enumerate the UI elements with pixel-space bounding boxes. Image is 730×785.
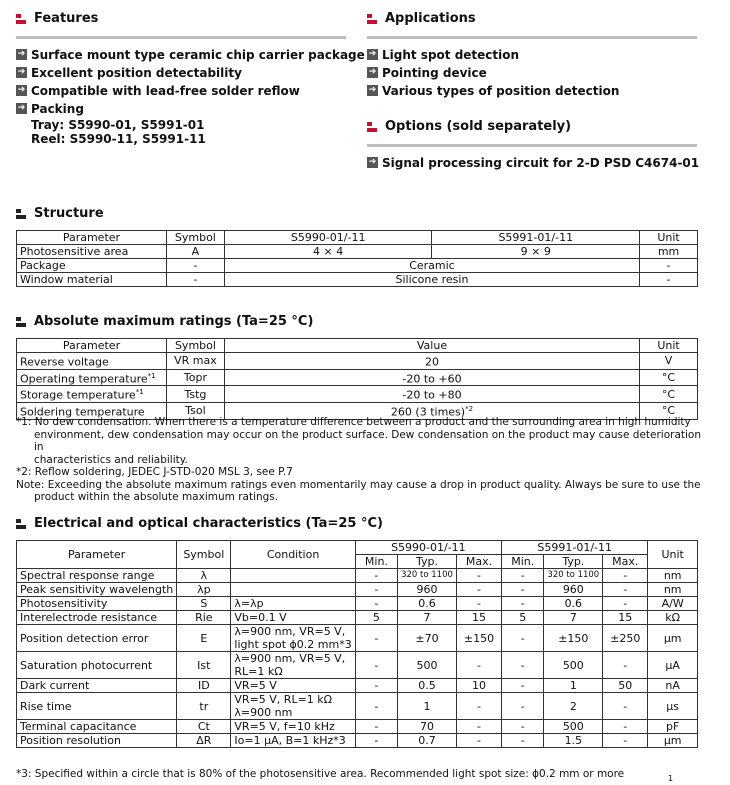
table-row: Rise time tr VR=5 V, RL=1 kΩ λ=900 nm - 1 - - 2 - µs [17, 693, 698, 720]
table-row: Peak sensitivity wavelength λp - 960 - - 960 - nm [17, 583, 698, 597]
applications-list [367, 46, 619, 100]
table-row: Spectral response range λ - 320 to 1100 - - 320 to 1100 - nm [17, 569, 698, 583]
condition-cell: Vb=0.1 V [231, 611, 355, 625]
eo-table [16, 540, 698, 748]
arrow-icon: ➔ [17, 103, 26, 113]
structure-title: Structure [16, 206, 104, 221]
table-row: Reverse voltage VR max 20 V [17, 353, 698, 370]
table-row: Position resolution ΔR Io=1 µA, B=1 kHz*3 - 0.7 - - 1.5 - µm [17, 734, 698, 748]
table-row: Soldering temperature Tsol 260 (3 times)$^{*2}$ °C [17, 402, 698, 419]
table-row: Package - Ceramic - [17, 259, 698, 273]
condition-cell [231, 583, 355, 597]
eo-title: Electrical and optical characteristics (Ta=25 °C) [16, 516, 383, 531]
feature-item: ➔ Compatible with lead-free solder reflow [17, 84, 300, 98]
application-item: ➔ Pointing device [368, 66, 487, 80]
arrow-icon: ➔ [368, 67, 377, 77]
application-item: ➔ Various types of position detection [368, 84, 620, 98]
condition-cell: λ=900 nm, VR=5 V, RL=1 kΩ [231, 652, 355, 679]
condition-cell [231, 569, 355, 583]
arrow-icon: ➔ [17, 49, 26, 59]
condition-cell: VR=5 V, f=10 kHz [231, 720, 355, 734]
feature-item: ➔ Excellent position detectability [17, 66, 242, 80]
options-rule [367, 144, 697, 147]
condition-cell: Io=1 µA, B=1 kHz*3 [231, 734, 355, 748]
condition-cell: λ=900 nm, VR=5 V, light spot ϕ0.2 mm*3 [231, 625, 355, 652]
applications-title: Applications [367, 11, 476, 26]
table-row: Photosensitive area A 4 × 4 9 × 9 mm [17, 245, 698, 259]
section-marker-icon [16, 519, 28, 529]
section-marker-icon [16, 317, 28, 327]
table-row: Window material - Silicone resin - [17, 273, 698, 287]
table-row: Position detection error E λ=900 nm, VR=5 V, light spot ϕ0.2 mm*3 - ±70 ±150 - ±150 ±250 µm [17, 625, 698, 652]
condition-cell: VR=5 V, RL=1 kΩ λ=900 nm [231, 693, 355, 720]
features-list [16, 46, 365, 146]
table-header-row: Parameter Symbol Condition S5990-01/-11 S5991-01/-11 Unit [17, 541, 698, 555]
arrow-icon: ➔ [17, 67, 26, 77]
section-marker-icon [16, 14, 28, 24]
table-row: Interelectrode resistance Rie Vb=0.1 V 5 7 15 5 7 15 kΩ [17, 611, 698, 625]
options-title: Options (sold separately) [367, 119, 571, 134]
condition-cell: λ=λp [231, 597, 355, 611]
option-item: ➔ Signal processing circuit for 2-D PSD C4674-01 [368, 156, 700, 170]
table-header-row: Parameter Symbol Value Unit [17, 339, 698, 353]
feature-item: ➔ Packing [17, 102, 84, 116]
feature-item: ➔ Surface mount type ceramic chip carrier package [17, 48, 365, 62]
structure-table [16, 230, 698, 287]
condition-cell: VR=5 V [231, 679, 355, 693]
packing-line: Tray: S5990-01, S5991-01 [31, 118, 205, 132]
table-row: Operating temperature$^{*1}$ Topr -20 to +60 °C [17, 369, 698, 386]
absmax-notes: *1: No dew condensation. When there is a temperature difference between a product and the surrounding area in high humidity environment, dew condensation may occur on the product surface. Dew condensation on the product may cause deterioration in characteristics and reliability. *2: Reflow soldering, JEDEC J-STD-020 MSL 3, see P.7 Note: Exceeding the absolute maximum ratings even momentarily may cause a drop in product quality. Always be sure to use the product within the absolute maximum ratings. [16, 416, 702, 503]
table-row: Saturation photocurrent Ist λ=900 nm, VR=5 V, RL=1 kΩ - 500 - - 500 - µA [17, 652, 698, 679]
table-header-row: Parameter Symbol S5990-01/-11 S5991-01/-11 Unit [17, 231, 698, 245]
arrow-icon: ➔ [368, 49, 377, 59]
features-rule [16, 36, 346, 39]
eo-note: *3: Specified within a circle that is 80% of the photosensitive area. Recommended light spot size: ϕ0.2 mm or more [16, 768, 625, 780]
section-marker-icon [16, 209, 28, 219]
page-mark: 1 [668, 774, 674, 783]
features-title: Features [16, 11, 98, 26]
table-row: Terminal capacitance Ct VR=5 V, f=10 kHz - 70 - - 500 - pF [17, 720, 698, 734]
arrow-icon: ➔ [368, 157, 377, 167]
table-subheader-row: Min. Typ. Max. Min. Typ. Max. [17, 555, 698, 569]
arrow-icon: ➔ [17, 85, 26, 95]
section-marker-icon [367, 122, 379, 132]
option-code: C4674-01 [635, 156, 700, 170]
table-row: Photosensitivity S λ=λp - 0.6 - - 0.6 - A/W [17, 597, 698, 611]
applications-rule [367, 36, 697, 39]
application-item: ➔ Light spot detection [368, 48, 520, 62]
packing-line: Reel: S5990-11, S5991-11 [31, 132, 206, 146]
absmax-title: Absolute maximum ratings (Ta=25 °C) [16, 314, 313, 329]
table-row: Dark current ID VR=5 V - 0.5 10 - 1 50 nA [17, 679, 698, 693]
section-marker-icon [367, 14, 379, 24]
arrow-icon: ➔ [368, 85, 377, 95]
absmax-table [16, 338, 698, 420]
table-row: Storage temperature$^{*1}$ Tstg -20 to +80 °C [17, 386, 698, 403]
